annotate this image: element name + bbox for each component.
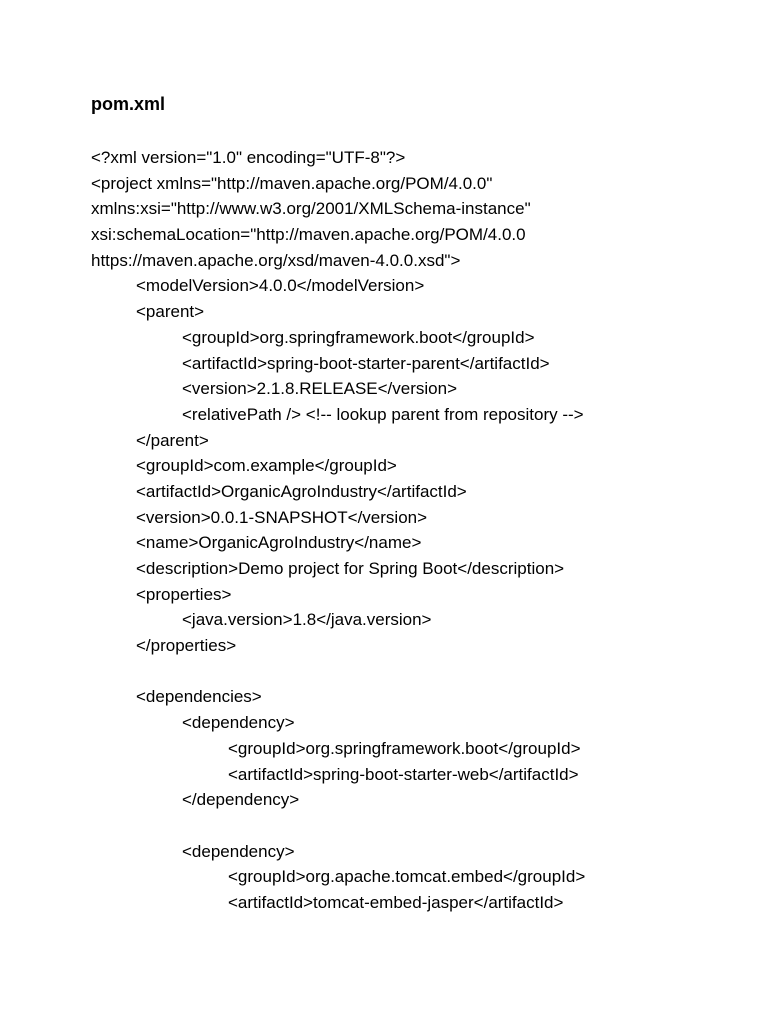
code-line: <name>OrganicAgroIndustry</name> [136, 533, 422, 553]
code-line: </parent> [136, 430, 209, 450]
code-line: <groupId>org.springframework.boot</groupId> [182, 327, 535, 347]
code-line: <dependency> [182, 841, 295, 861]
code-line: <properties> [136, 584, 232, 604]
code-line: https://maven.apache.org/xsd/maven-4.0.0.xsd"> [91, 250, 461, 270]
code-line: <version>0.0.1-SNAPSHOT</version> [136, 507, 428, 527]
code-line: <project xmlns="http://maven.apache.org/POM/4.0.0" [91, 173, 493, 193]
blank-line [91, 659, 761, 685]
code-line: <version>2.1.8.RELEASE</version> [182, 379, 457, 399]
code-line: <groupId>org.apache.tomcat.embed</groupId> [228, 867, 586, 887]
code-line: <artifactId>spring-boot-starter-web</artifactId> [228, 764, 579, 784]
blank-line [91, 813, 761, 839]
code-line: <artifactId>spring-boot-starter-parent</artifactId> [182, 353, 550, 373]
code-line: <java.version>1.8</java.version> [182, 610, 432, 630]
code-line: </dependency> [182, 790, 300, 810]
code-line: <groupId>org.springframework.boot</groupId> [228, 738, 581, 758]
code-line: <groupId>com.example</groupId> [136, 456, 397, 476]
code-line: <dependency> [182, 713, 295, 733]
code-line: <parent> [136, 302, 205, 322]
code-line: </properties> [136, 636, 237, 656]
code-line: xmlns:xsi="http://www.w3.org/2001/XMLSchema-instance" [91, 199, 531, 219]
code-line: <relativePath /> <!-- lookup parent from repository --> [182, 404, 584, 424]
code-line: <dependencies> [136, 687, 262, 707]
code-line: <?xml version="1.0" encoding="UTF-8"?> [91, 148, 406, 167]
code-line: <description>Demo project for Spring Boot</description> [136, 559, 565, 578]
code-block [91, 145, 761, 916]
code-line: <modelVersion>4.0.0</modelVersion> [136, 276, 425, 296]
code-line: <artifactId>OrganicAgroIndustry</artifactId> [136, 481, 467, 501]
code-line: <artifactId>tomcat-embed-jasper</artifactId> [228, 892, 564, 912]
document-title: pom.xml [91, 94, 166, 114]
code-line: xsi:schemaLocation="http://maven.apache.org/POM/4.0.0 [91, 225, 526, 245]
